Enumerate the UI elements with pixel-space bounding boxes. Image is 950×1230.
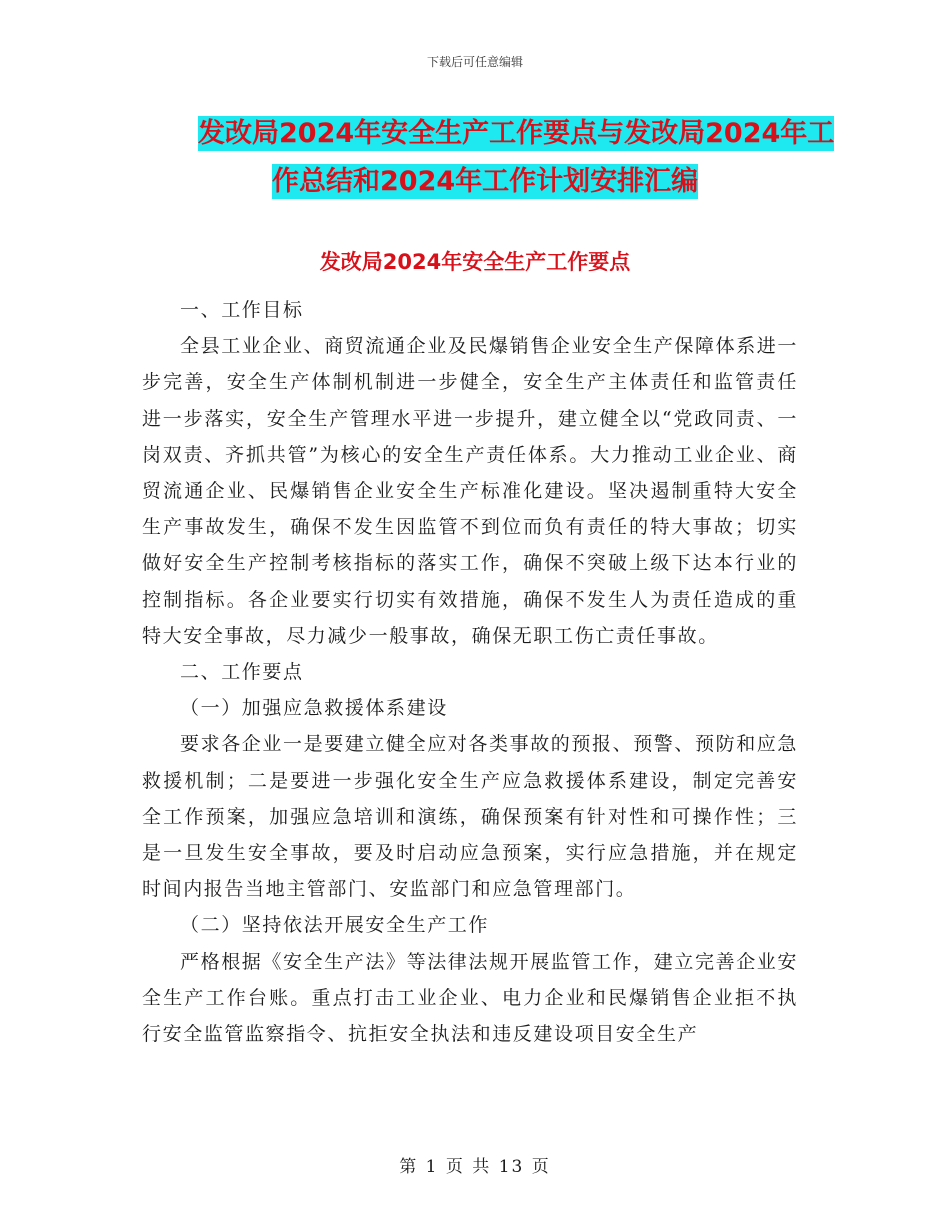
paragraph: 全县工业企业、商贸流通企业及民爆销售企业安全生产保障体系进一步完善，安全生产体制机制进一步健全，安全生产主体责任和监管责任进一步落实，安全生产管理水平进一步提升，建立健全以“党政同责、一岗双责、齐抓共管”为核心的安全生产责任体系。大力推动工业企业、商贸流通企业、民爆销售企业安全生产标准化建设。坚决遏制重特大安全生产事故发生，确保不发生因监管不到位而负有责任的特大事故；切实做好安全生产控制考核指标的落实工作，确保不突破上级下达本行业的控制指标。各企业要实行切实有效措施，确保不发生人为责任造成的重特大安全事故，尽力减少一般事故，确保无职工伤亡责任事故。	[142, 335, 799, 647]
section-title: 发改局2024年安全生产工作要点	[319, 250, 631, 274]
paragraph: 严格根据《安全生产法》等法律法规开展监管工作，建立完善企业安全生产工作台账。重点打击工业企业、电力企业和民爆销售企业拒不执行安全监管监察指令、抗拒安全执法和违反建设项目安全生产	[142, 950, 799, 1046]
header-note: 下载后可任意编辑	[426, 55, 523, 69]
document-title-line-2: 作总结和2024年工作计划安排汇编	[272, 166, 699, 197]
page-footer: 第 1 页 共 13 页	[399, 1157, 551, 1177]
heading-work-goals: 一、工作目标	[180, 299, 304, 321]
paragraph: 要求各企业一是要建立健全应对各类事故的预报、预警、预防和应急救援机制；二是要进一步强化安全生产应急救援体系建设，制定完善安全工作预案，加强应急培训和演练，确保预案有针对性和可操作性；三是一旦发生安全事故，要及时启动应急预案，实行应急措施，并在规定时间内报告当地主管部门、安监部门和应急管理部门。	[142, 733, 799, 901]
body-text	[142, 292, 798, 1052]
subheading: （二）坚持依法开展安全生产工作	[180, 914, 490, 937]
subheading: （一）加强应急救援体系建设	[180, 697, 448, 720]
heading-work-points: 二、工作要点	[180, 661, 304, 684]
document-title-line-1: 发改局2024年安全生产工作要点与发改局2024年工	[198, 118, 835, 149]
